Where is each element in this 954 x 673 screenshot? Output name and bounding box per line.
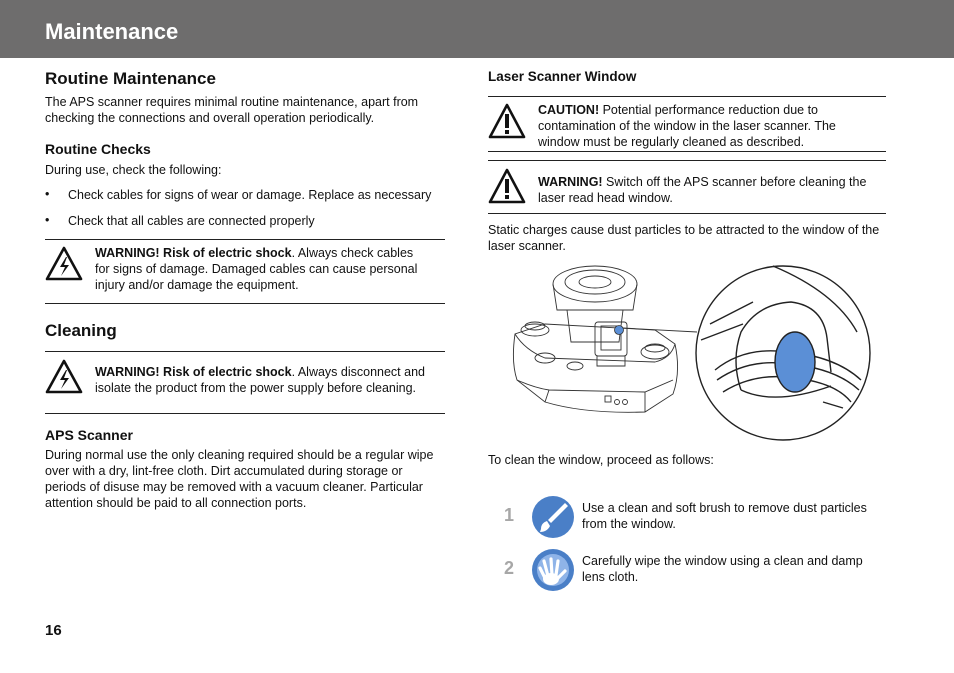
routine-maintenance-heading: Routine Maintenance xyxy=(45,69,216,88)
page-number: 16 xyxy=(45,622,62,639)
general-warning-icon xyxy=(488,168,526,204)
warning-box-bottom-rule xyxy=(488,213,886,214)
warning-label: WARNING! Risk of electric shock xyxy=(95,365,292,379)
aps-scanner-heading: APS Scanner xyxy=(45,427,133,443)
caution-box-top-rule xyxy=(488,96,886,97)
step-number: 2 xyxy=(504,558,515,578)
cleaning-heading: Cleaning xyxy=(45,321,117,340)
caution-box-bottom-rule xyxy=(488,151,886,152)
caution-label: CAUTION! xyxy=(538,103,600,117)
clean-intro-text: To clean the window, proceed as follows: xyxy=(488,453,714,467)
bullet-item: Check that all cables are connected properly xyxy=(68,214,315,228)
caution-warning-icon xyxy=(488,103,526,139)
hand-wipe-icon xyxy=(531,548,575,592)
aps-scanner-text: During normal use the only cleaning required should be a regular wipe over with a dry, lint-free cloth. Dirt accumulated during storage or periods of disuse may be removed with a vacuum cleaner. Particular attention should be paid to all connection ports. xyxy=(45,448,434,510)
electric-shock-warning-icon xyxy=(45,359,83,394)
warning-switch-off-text: WARNING! Switch off the APS scanner before cleaning the laser read head window. xyxy=(538,175,867,205)
step-number: 1 xyxy=(504,505,515,525)
static-charges-text: Static charges cause dust particles to be attracted to the window of the laser scanner. xyxy=(488,223,880,253)
warning-shock-cables-text: WARNING! Risk of electric shock. Always check cables for signs of damage. Damaged cables can cause personal injury and/or damage the equipment. xyxy=(95,246,418,292)
step-text: Use a clean and soft brush to remove dust particles from the window. xyxy=(582,501,867,531)
warning-shock-disconnect-text: WARNING! Risk of electric shock. Always disconnect and isolate the product from the power supply before cleaning. xyxy=(95,365,425,395)
bullet-marker: • xyxy=(45,213,50,227)
warning-label: WARNING! xyxy=(538,175,603,189)
step-text: Carefully wipe the window using a clean and damp lens cloth. xyxy=(582,554,863,584)
electric-shock-warning-icon xyxy=(45,246,83,281)
routine-checks-heading: Routine Checks xyxy=(45,141,151,157)
laser-window-heading: Laser Scanner Window xyxy=(488,69,637,84)
routine-checks-intro: During use, check the following: xyxy=(45,163,222,177)
warning-box-top-rule xyxy=(488,160,886,161)
routine-maintenance-text: The APS scanner requires minimal routine maintenance, apart from checking the connections and overall operation periodically. xyxy=(45,95,419,125)
caution-text: CAUTION! Potential performance reduction due to contamination of the window in the laser scanner. The window must be regularly cleaned as described. xyxy=(538,103,836,149)
warning-box-bottom-rule xyxy=(45,413,445,414)
bullet-item: Check cables for signs of wear or damage. Replace as necessary xyxy=(68,188,432,202)
warning-label: WARNING! Risk of electric shock xyxy=(95,246,292,260)
warning-box-top-rule xyxy=(45,351,445,352)
bullet-marker: • xyxy=(45,187,50,201)
page-header xyxy=(0,0,954,58)
scanner-illustration xyxy=(505,262,875,444)
warning-box-bottom-rule xyxy=(45,303,445,304)
warning-box-top-rule xyxy=(45,239,445,240)
page-title: Maintenance xyxy=(45,19,179,44)
brush-icon xyxy=(531,495,575,539)
